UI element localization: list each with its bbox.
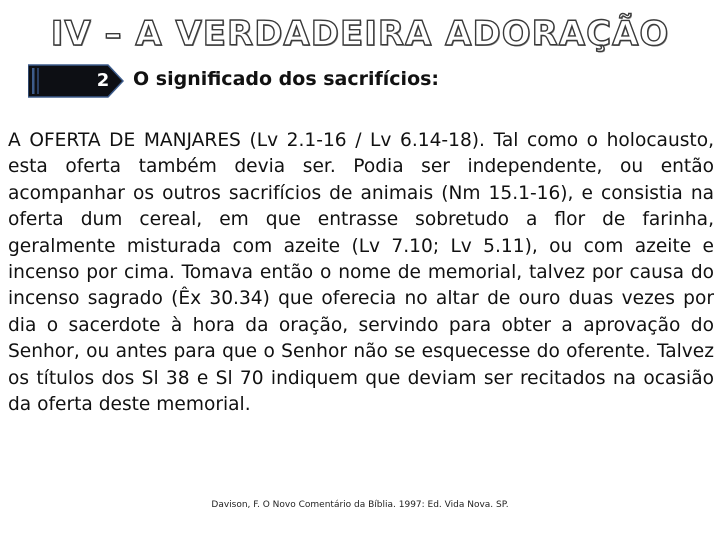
section-subtitle: O significado dos sacrifícios: <box>133 68 440 90</box>
body-paragraph: A OFERTA DE MANJARES (Lv 2.1-16 / Lv 6.14-18). Tal como o holocausto, esta oferta também devia ser. Podia ser independente, ou então acompanhar os outros sacrifícios de animais (Nm 15.1-16), e consistia na oferta dum cereal, em que entrasse sobretudo a flor de farinha, geralmente misturada com azeite (Lv 7.10; Lv 5.11), ou com azeite e incenso por cima. Tomava então o nome de memorial, talvez por causa do incenso sagrado (Êx 30.34) que oferecia no altar de ouro duas vezes por dia o sacerdote à hora da oração, servindo para obter a aprovação do Senhor, ou antes para que o Senhor não se esquecesse do oferente. Talvez os títulos dos Sl 38 e Sl 70 indiquem que deviam ser recitados na ocasião da oferta deste memorial. <box>8 130 714 416</box>
badge-number: 2 <box>96 70 110 91</box>
section-number-badge <box>28 64 124 98</box>
slide-title: IV – A VERDADEIRA ADORAÇÃO <box>50 14 670 54</box>
citation: Davison, F. O Novo Comentário da Bíblia. 1997: Ed. Vida Nova. SP. <box>211 500 509 510</box>
